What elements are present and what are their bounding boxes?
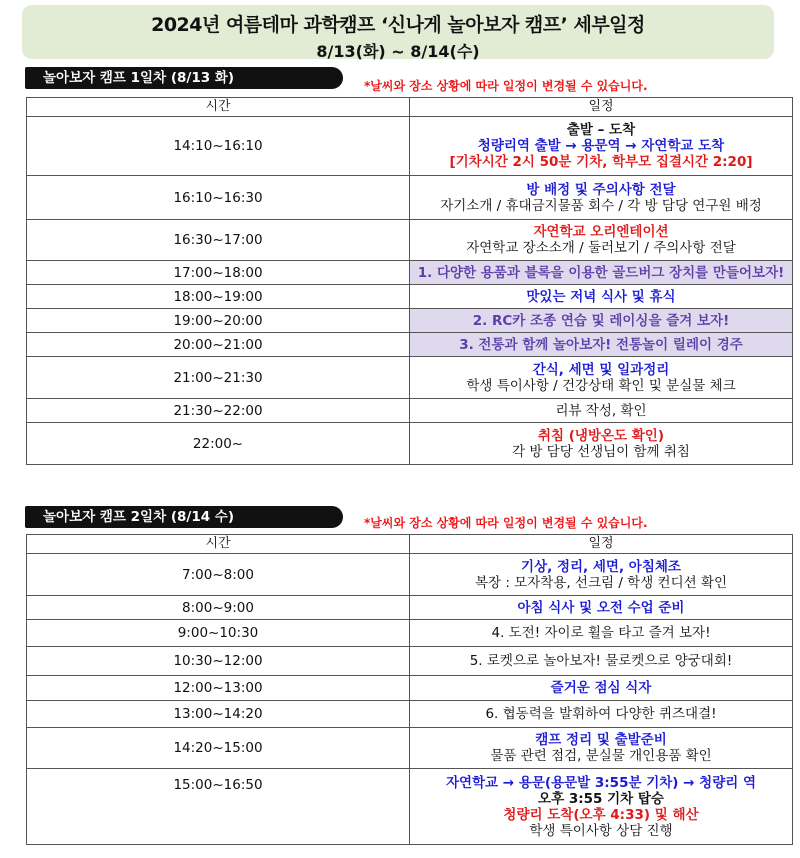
schedule-line: 자연학교 장소소개 / 둘러보기 / 주의사항 전달 — [466, 240, 736, 256]
schedule-line: 3. 전통과 함께 놀아보자! 전통놀이 릴레이 경주 — [459, 336, 743, 353]
table-row — [27, 309, 793, 333]
schedule-line: 학생 특이사항 상담 진행 — [529, 822, 673, 839]
schedule-line: 청량리 도착(오후 4:33) 및 해산 — [503, 806, 699, 823]
row-time: 13:00~14:20 — [27, 701, 410, 728]
row-schedule — [410, 261, 793, 285]
row-time: 10:30~12:00 — [27, 647, 410, 676]
row-schedule — [410, 647, 793, 676]
schedule-line: 오후 3:55 기차 탑승 — [538, 790, 664, 807]
title-box — [22, 5, 774, 59]
table-row — [27, 357, 793, 399]
table-row — [27, 117, 793, 176]
row-time: 17:00~18:00 — [27, 261, 410, 285]
row-time: 21:00~21:30 — [27, 357, 410, 399]
row-schedule — [410, 285, 793, 309]
table-row — [27, 285, 793, 309]
table-row — [27, 728, 793, 769]
schedule-line: 자연학교 오리엔테이션 — [533, 224, 669, 240]
row-schedule — [410, 620, 793, 647]
schedule-line: 2. RC카 조종 연습 및 레이싱을 즐겨 보자! — [472, 312, 730, 329]
row-schedule — [410, 554, 793, 596]
table-header-row — [27, 535, 793, 554]
row-time: 20:00~21:00 — [27, 333, 410, 357]
row-time: 9:00~10:30 — [27, 620, 410, 647]
day2-schedule-table — [26, 534, 793, 845]
row-schedule — [410, 309, 793, 333]
schedule-line: 1. 다양한 용품과 블록을 이용한 골드버그 장치를 만들어보자! — [417, 264, 785, 281]
schedule-line: 자기소개 / 휴대금지물품 회수 / 각 방 담당 연구원 배정 — [440, 197, 762, 214]
row-time: 21:30~22:00 — [27, 399, 410, 423]
row-schedule — [410, 769, 793, 845]
schedule-line: 각 방 담당 선생님이 함께 취침 — [512, 443, 690, 460]
table-row — [27, 176, 793, 220]
row-time: 16:30~17:00 — [27, 220, 410, 261]
table-row — [27, 333, 793, 357]
header-time: 시간 — [27, 535, 410, 554]
day1-schedule-table — [26, 97, 793, 465]
schedule-line: 기상, 정리, 세면, 아침체조 — [521, 558, 681, 575]
row-schedule — [410, 596, 793, 620]
row-time: 22:00~ — [27, 423, 410, 465]
row-time: 16:10~16:30 — [27, 176, 410, 220]
row-schedule — [410, 220, 793, 261]
row-time: 12:00~13:00 — [27, 676, 410, 701]
day1-notice: *날씨와 장소 상황에 따라 일정이 변경될 수 있습니다. — [364, 79, 648, 93]
schedule-line: 아침 식사 및 오전 수업 준비 — [517, 599, 685, 616]
row-time: 7:00~8:00 — [27, 554, 410, 596]
table-row — [27, 647, 793, 676]
schedule-line: 즐거운 점심 식자 — [550, 680, 652, 696]
schedule-line: 5. 로켓으로 놀아보자! 물로켓으로 양궁대회! — [469, 653, 733, 669]
schedule-line: 출발 – 도착 — [566, 122, 636, 138]
table-row — [27, 769, 793, 845]
row-time: 19:00~20:00 — [27, 309, 410, 333]
schedule-line: 복장 : 모자착용, 선크림 / 학생 컨디션 확인 — [474, 574, 728, 591]
schedule-line: 방 배정 및 주의사항 전달 — [526, 181, 676, 198]
header-time: 시간 — [27, 98, 410, 117]
schedule-line: 간식, 세면 및 일과정리 — [532, 361, 670, 378]
row-schedule — [410, 676, 793, 701]
page-title: 2024년 여름테마 과학캠프 ‘신나게 놀아보자 캠프’ 세부일정 — [151, 14, 645, 36]
schedule-line: 물품 관련 점검, 분실물 개인용품 확인 — [490, 748, 712, 764]
row-schedule — [410, 333, 793, 357]
schedule-line: [기차시간 2시 50분 기차, 학부모 집결시간 2:20] — [449, 154, 753, 170]
header-schedule: 일정 — [410, 535, 793, 554]
row-schedule — [410, 701, 793, 728]
day2-notice: *날씨와 장소 상황에 따라 일정이 변경될 수 있습니다. — [364, 516, 648, 530]
table-row — [27, 423, 793, 465]
table-row — [27, 554, 793, 596]
row-time: 14:20~15:00 — [27, 728, 410, 769]
row-schedule — [410, 399, 793, 423]
schedule-line: 학생 특이사항 / 건강상태 확인 및 분실물 체크 — [466, 377, 736, 394]
schedule-line: 캠프 정리 및 출발준비 — [535, 732, 667, 748]
schedule-line: 맛있는 저녁 식사 및 휴식 — [526, 288, 676, 305]
row-time: 18:00~19:00 — [27, 285, 410, 309]
row-schedule — [410, 357, 793, 399]
row-schedule — [410, 117, 793, 176]
row-schedule — [410, 423, 793, 465]
schedule-line: 리뷰 작성, 확인 — [555, 402, 647, 419]
header-schedule: 일정 — [410, 98, 793, 117]
schedule-line: 6. 협동력을 발휘하여 다양한 퀴즈대결! — [485, 706, 717, 722]
table-row — [27, 261, 793, 285]
day1-banner: 놀아보자 캠프 1일차 (8/13 화) — [25, 67, 343, 89]
table-row — [27, 676, 793, 701]
table-row — [27, 701, 793, 728]
table-row — [27, 596, 793, 620]
table-row — [27, 220, 793, 261]
schedule-line: 자연학교 → 용문(용문발 3:55분 기차) → 청량리 역 — [445, 774, 757, 791]
table-header-row — [27, 98, 793, 117]
row-time: 8:00~9:00 — [27, 596, 410, 620]
table-row — [27, 399, 793, 423]
row-schedule — [410, 728, 793, 769]
row-time: 14:10~16:10 — [27, 117, 410, 176]
row-schedule — [410, 176, 793, 220]
schedule-line: 청량리역 출발 → 용문역 → 자연학교 도착 — [477, 138, 725, 154]
schedule-line: 취침 (냉방온도 확인) — [537, 427, 665, 444]
schedule-line: 4. 도전! 자이로 휠을 타고 즐겨 보자! — [491, 625, 711, 641]
row-time: 15:00~16:50 — [27, 769, 410, 845]
table-row — [27, 620, 793, 647]
day2-banner: 놀아보자 캠프 2일차 (8/14 수) — [25, 506, 343, 528]
page-subtitle-dates: 8/13(화) ~ 8/14(수) — [316, 42, 480, 61]
